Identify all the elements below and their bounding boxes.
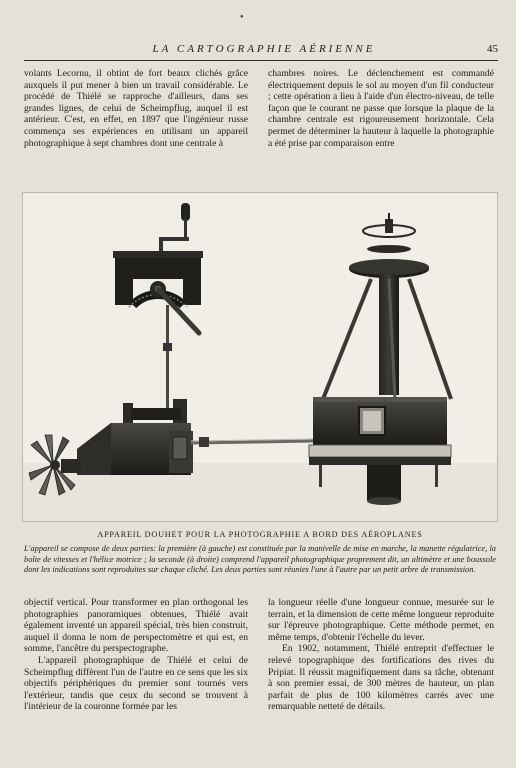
- paragraph: L'appareil photographique de Thiélé et celui de Scheimpflug diffèrent l'un de l'autre en ce sens que les six objectifs périphériques du premier sont tournés vers l'extérieur, tandis que ceux du second se trouvent à l'intérieur de la couronne formée par les: [24, 654, 248, 713]
- paragraph: chambres noires. Le déclenchement est commandé électriquement depuis le sol au moyen d'un fil conducteur ; cette opération a lieu à l'aide d'un électro-niveau, de telle façon que le courant ne passe que lorsque la plaque de la chambre centrale est rigoureusement horizontale. Cela permet de déterminer la hauteur à laquelle la photographie a été prise par comparaison entre: [268, 68, 494, 149]
- text-column-top-left: [24, 68, 248, 180]
- paragraph: volants Lecornu, il obtint de fort beaux clichés grâce auxquels il put mener à bien un travail considérable. Le procédé de Thiélé se rapproche d'ailleurs, dans ses grandes lignes, de celui de Scheimpflug, auquel il est antérieur. C'est, en effet, en 1897 que l'ingénieur russe commença ses expériences en utilisant un appareil photographique à sept chambres dont une centrale à: [24, 68, 248, 149]
- paragraph: objectif vertical. Pour transformer en plan orthogonal les photographies panoramiques obtenues, Thiélé avait également inventé un appareil spécial, très bien construit, auquel il donna le nom de perspectomètre et qui est, en somme, l'ancêtre du perspectographe.: [24, 597, 248, 655]
- text-column-bottom-left: [24, 597, 248, 762]
- top-mark: •: [240, 12, 244, 23]
- paragraph: la longueur réelle d'une longueur connue, mesurée sur le terrain, et la dimension de cette même longueur reproduite sur l'épreuve photographique. Cette méthode permet, en même temps, d'obtenir l'échelle du lever.: [268, 597, 494, 643]
- apparatus-photograph: [22, 192, 498, 522]
- figure-caption-title: APPAREIL DOUHET POUR LA PHOTOGRAPHIE A BORD DES AÉROPLANES: [97, 530, 423, 539]
- figure-caption-body: L'appareil se compose de deux parties: la première (à gauche) est constituée par la manivelle de mise en marche, la manette régulatrice, la boîte de vitesses et l'hélice motrice ; la seconde (à droite) comprend l'appareil photographique proprement dit, un altimètre et une boussole dont les indications sont reproduites sur chaque cliché. Les deux parties sont réunies l'une à l'autre par un petit arbre de transmission.: [24, 544, 496, 575]
- apparatus-illustration: [23, 193, 497, 521]
- text-column-bottom-right: [268, 597, 494, 762]
- running-title: LA CARTOGRAPHIE AÉRIENNE: [152, 43, 376, 55]
- page-number: 45: [487, 43, 498, 55]
- paragraph: En 1902, notamment, Thiélé entreprit d'effectuer le relevé topographique des fortifications des rives du Pripiat. Il réussit magnifiquement dans sa tâche, obtenant à son premier essai, de 300 mètres de hauteur, un plan parfait de plus de 100 kilomètres carrés avec une remarquable netteté de détails.: [268, 643, 494, 713]
- text-column-top-right: [268, 68, 494, 180]
- page-header: [24, 40, 498, 61]
